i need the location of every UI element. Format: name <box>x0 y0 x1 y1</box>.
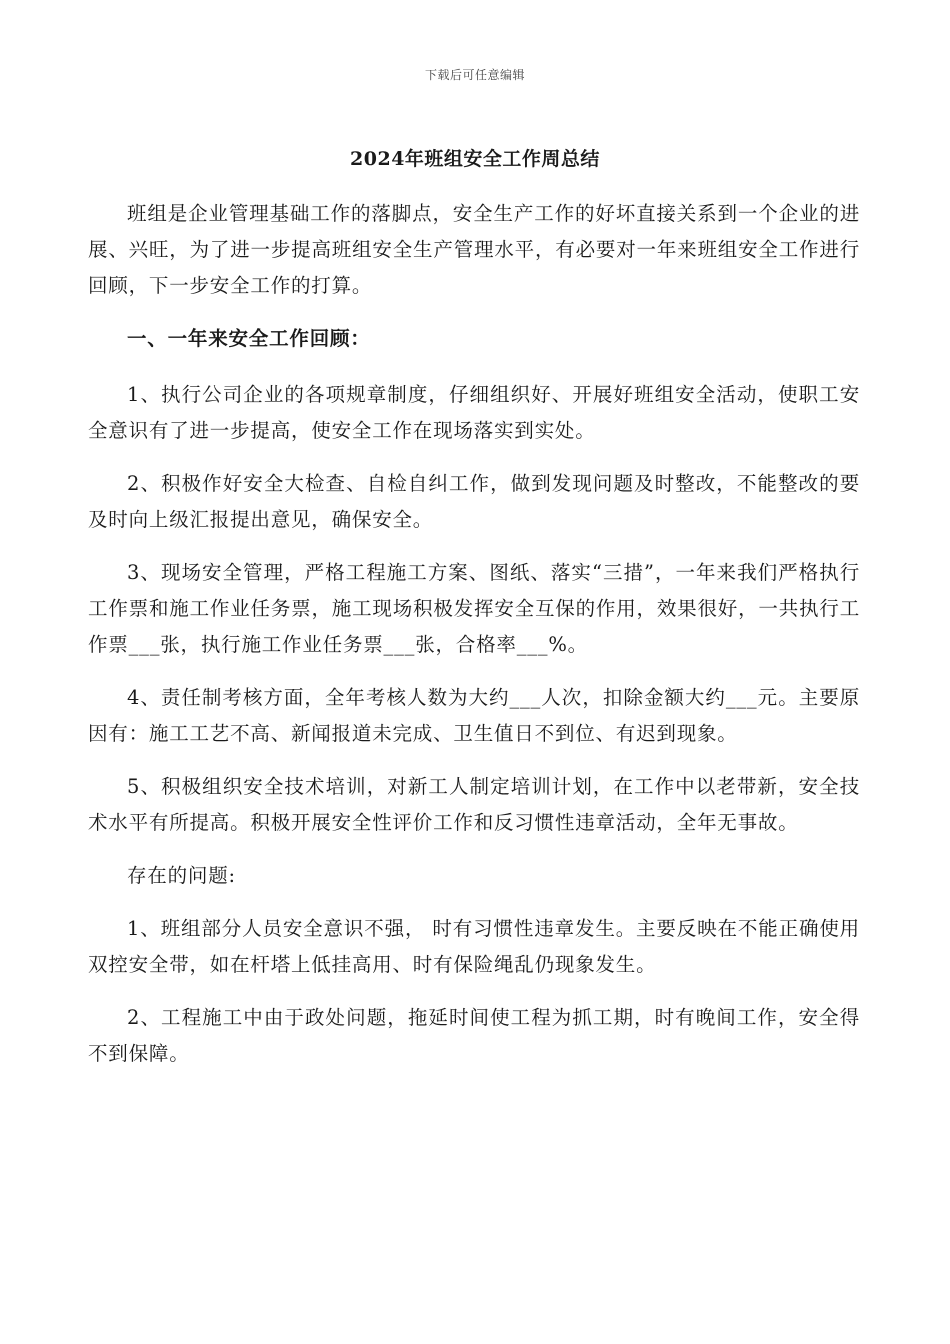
review-item-5: 5、积极组织安全技术培训，对新工人制定培训计划，在工作中以老带新，安全技术水平有所提高。积极开展安全性评价工作和反习惯性违章活动，全年无事故。 <box>88 775 860 834</box>
intro-paragraph: 班组是企业管理基础工作的落脚点，安全生产工作的好坏直接关系到一个企业的进展、兴旺，为了进一步提高班组安全生产管理水平，有必要对一年来班组安全工作进行回顾，下一步安全工作的打算。 <box>88 202 860 297</box>
document-body <box>88 196 860 1089</box>
review-item-1: 1、执行公司企业的各项规章制度，仔细组织好、开展好班组安全活动，使职工安全意识有了进一步提高，使安全工作在现场落实到实处。 <box>88 383 860 442</box>
review-item-2: 2、积极作好安全大检查、自检自纠工作，做到发现问题及时整改，不能整改的要及时向上级汇报提出意见，确保安全。 <box>88 472 860 531</box>
section-heading-review: 一、一年来安全工作回顾： <box>127 327 371 350</box>
review-item-4: 4、责任制考核方面，全年考核人数为大约___人次，扣除金额大约___元。主要原因有：施工工艺不高、新闻报道未完成、卫生值日不到位、有迟到现象。 <box>88 686 860 745</box>
header-note: 下载后可任意编辑 <box>424 68 525 82</box>
problem-item-1: 1、班组部分人员安全意识不强， 时有习惯性违章发生。主要反映在不能正确使用双控安全带，如在杆塔上低挂高用、时有保险绳乱仍现象发生。 <box>88 917 860 976</box>
problems-subheading: 存在的问题: <box>127 864 236 887</box>
document-title: 2024年班组安全工作周总结 <box>350 148 600 170</box>
problem-item-2: 2、工程施工中由于政处问题，拖延时间使工程为抓工期，时有晚间工作，安全得不到保障。 <box>88 1006 860 1065</box>
review-item-3: 3、现场安全管理，严格工程施工方案、图纸、落实“三措”，一年来我们严格执行工作票和施工作业任务票，施工现场积极发挥安全互保的作用，效果很好，一共执行工作票___张，执行施工作业任务票___张，合格率___%。 <box>88 561 860 656</box>
